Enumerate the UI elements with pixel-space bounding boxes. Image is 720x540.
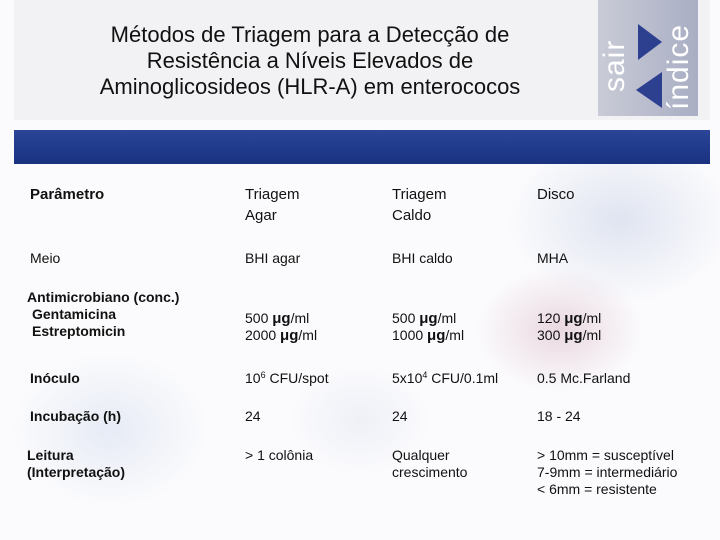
title-line-1: Métodos de Triagem para a Detecção de [110,22,510,47]
cell-incubacao-disco: 18 - 24 [537,408,581,424]
col-header-disco: Disco [537,186,575,203]
cell-incubacao-caldo: 24 [392,408,408,424]
page-title [40,22,580,100]
cell-leitura-agar: > 1 colônia [245,447,314,463]
previous-arrow-icon[interactable] [632,70,664,110]
col-header-triagem-caldo: Triagem Caldo [392,186,447,224]
header-divider-bar [14,130,710,164]
row-label-inoculo: Inóculo [30,370,80,386]
next-arrow-icon[interactable] [636,22,664,62]
cell-meio-agar: BHI agar [245,250,301,266]
cell-antimicrobiano-disco: 120 μg/ml 300 μg/ml [537,310,602,344]
cell-meio-disco: MHA [537,250,569,266]
cell-inoculo-agar: $10^6$ CFU/spot [245,370,329,386]
title-line-2: Resistência a Níveis Elevados de [146,48,474,73]
cell-antimicrobiano-agar: 500 μg/ml 2000 μg/ml [245,310,318,344]
cell-incubacao-agar: 24 [245,408,261,424]
row-label-leitura: Leitura (Interpretação) [27,447,126,480]
row-label-meio: Meio [30,250,61,266]
col-header-triagem-agar: Triagem Agar [245,186,300,224]
cell-meio-caldo: BHI caldo [392,250,453,266]
indice-label[interactable]: índice [662,23,695,110]
row-label-incubacao: Incubação (h) [30,408,122,424]
col-header-parametro: Parâmetro [30,186,105,203]
cell-antimicrobiano-caldo: 500 μg/ml 1000 μg/ml [392,310,465,344]
cell-inoculo-disco: 0.5 Mc.Farland [537,370,631,386]
sair-label[interactable]: sair [598,39,631,92]
cell-leitura-caldo: Qualquer crescimento [392,447,468,480]
title-line-3: Aminoglicosideos (HLR-A) em enterococos [99,74,521,99]
cell-inoculo-caldo: $5x10^4$ CFU/0.1ml [392,370,499,386]
cell-leitura-disco: > 10mm = susceptível 7-9mm = intermediário < 6mm = resistente [537,447,678,497]
row-label-antimicrobiano: Antimicrobiano (conc.) Gentamicina Estreptomicin [27,289,180,339]
